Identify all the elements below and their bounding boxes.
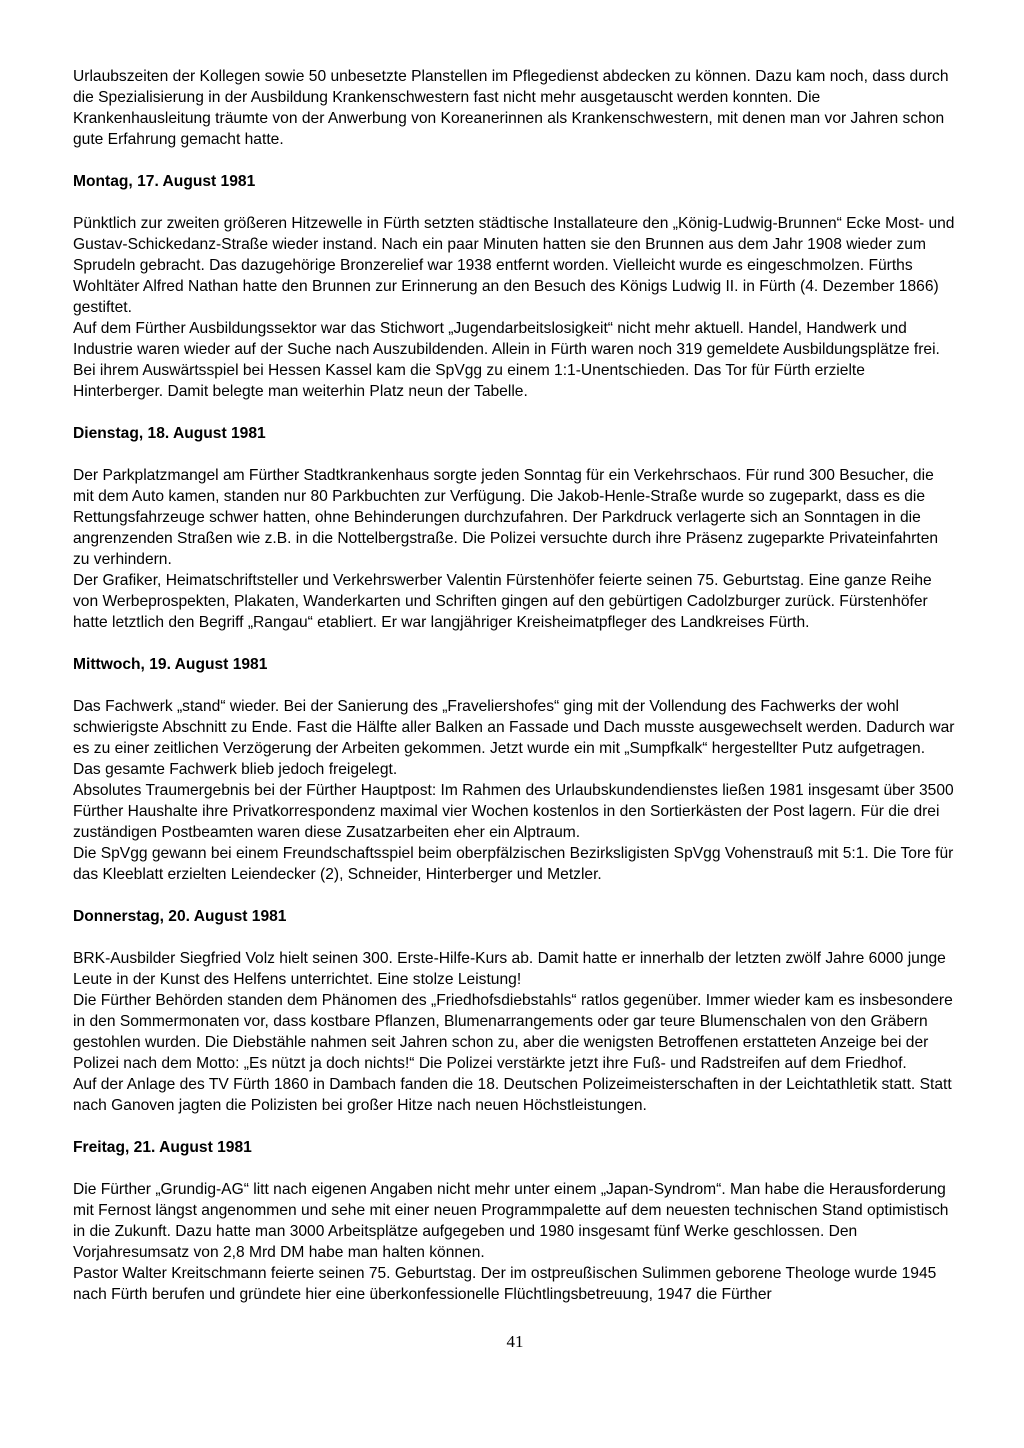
paragraph: Auf dem Fürther Ausbildungssektor war das Stichwort „Jugendarbeitslosigkeit“ nicht mehr aktuell. Handel, Handwerk und Industrie waren wieder auf der Suche nach Auszubildenden. Allein in Fürth waren noch 319 gemeldete Ausbildungsplätze frei. [73,320,940,358]
page-number: 41 [506,1332,524,1351]
paragraph: BRK-Ausbilder Siegfried Volz hielt seinen 300. Erste-Hilfe-Kurs ab. Damit hatte er innerhalb der letzten zwölf Jahre 6000 junge Leute in der Kunst des Helfens unterrichtet. Eine stolze Leistung! [73,950,946,988]
section-date-heading: Montag, 17. August 1981 [73,173,256,190]
paragraph: Das Fachwerk „stand“ wieder. Bei der Sanierung des „Fraveliershofes“ ging mit der Vollendung des Fachwerks der wohl schwierigste Abschnitt zu Ende. Fast die Hälfte aller Balken an Fassade und Dach musste ausgewechselt werden. Dadurch war es zu einer zeitlichen Verzögerung der Arbeiten gekommen. Jetzt wurde ein mit „Sumpfkalk“ hergestellter Putz aufgetragen. Das gesamte Fachwerk blieb jedoch freigelegt. [73,698,955,778]
section-date-heading: Donnerstag, 20. August 1981 [73,908,287,925]
paragraph: Auf der Anlage des TV Fürth 1860 in Dambach fanden die 18. Deutschen Polizeimeisterschaften in der Leichtathletik statt. Statt nach Ganoven jagten die Polizisten bei großer Hitze nach neuen Höchstleistungen. [73,1076,952,1114]
paragraph: Bei ihrem Auswärtsspiel bei Hessen Kassel kam die SpVgg zu einem 1:1-Unentschieden. Das Tor für Fürth erzielte Hinterberger. Damit belegte man weiterhin Platz neun der Tabelle. [73,362,865,400]
section-date-heading: Freitag, 21. August 1981 [73,1139,252,1156]
section-date-heading: Mittwoch, 19. August 1981 [73,656,268,673]
paragraph: Die Fürther Behörden standen dem Phänomen des „Friedhofsdiebstahls“ ratlos gegenüber. Immer wieder kam es insbesondere in den Sommermonaten vor, dass kostbare Pflanzen, Blumenarrangements oder gar teure Blumenschalen von den Gräbern gestohlen wurden. Die Diebstähle nahmen seit Jahren schon zu, aber die wenigsten Betroffenen erstatteten Anzeige bei der Polizei nach dem Motto: „Es nützt ja doch nichts!“ Die Polizei verstärkte jetzt ihre Fuß- und Radstreifen auf dem Friedhof. [73,992,953,1072]
document-content [73,66,957,1305]
paragraph: Die Fürther „Grundig-AG“ litt nach eigenen Angaben nicht mehr unter einem „Japan-Syndrom“. Man habe die Herausforderung mit Fernost längst angenommen und sehe mit einer neuen Programmpalette auf dem neuesten technischen Stand optimistisch in die Zukunft. Dazu hatte man 3000 Arbeitsplätze aufgegeben und 1980 insgesamt fünf Werke geschlossen. Den Vorjahresumsatz von 2,8 Mrd DM habe man halten können. [73,1181,949,1261]
date-section [73,1137,957,1305]
paragraph: Urlaubszeiten der Kollegen sowie 50 unbesetzte Planstellen im Pflegedienst abdecken zu können. Dazu kam noch, dass durch die Spezialisierung in der Ausbildung Krankenschwestern fast nicht mehr ausgetauscht werden konnten. Die Krankenhausleitung träumte von der Anwerbung von Koreanerinnen als Krankenschwestern, mit denen man vor Jahren schon gute Erfahrung gemacht hatte. [73,68,949,148]
date-section [73,906,957,1116]
paragraph: Der Parkplatzmangel am Fürther Stadtkrankenhaus sorgte jeden Sonntag für ein Verkehrschaos. Für rund 300 Besucher, die mit dem Auto kamen, standen nur 80 Parkbuchten zur Verfügung. Die Jakob-Henle-Straße wurde so zugeparkt, dass es die Rettungsfahrzeuge schwer hatten, ohne Behinderungen durchzufahren. Der Parkdruck verlagerte sich an Sonntagen in die angrenzenden Straßen wie z.B. in die Nottelbergstraße. Die Polizei versuchte durch ihre Präsenz zugeparkte Privateinfahrten zu verhindern. [73,467,939,568]
date-section [73,423,957,633]
section-date-heading: Dienstag, 18. August 1981 [73,425,266,442]
paragraph: Pastor Walter Kreitschmann feierte seinen 75. Geburtstag. Der im ostpreußischen Sulimmen geborene Theologe wurde 1945 nach Fürth berufen und gründete hier eine überkonfessionelle Flüchtlingsbetreuung, 1947 die Fürther [73,1265,937,1303]
paragraph: Die SpVgg gewann bei einem Freundschaftsspiel beim oberpfälzischen Bezirksligisten SpVgg Vohenstrauß mit 5:1. Die Tore für das Kleeblatt erzielten Leiendecker (2), Schneider, Hinterberger und Metzler. [73,845,954,883]
paragraph: Der Grafiker, Heimatschriftsteller und Verkehrswerber Valentin Fürstenhöfer feierte seinen 75. Geburtstag. Eine ganze Reihe von Werbeprospekten, Plakaten, Wanderkarten und Schriften gingen auf den gebürtigen Cadolzburger zurück. Fürstenhöfer hatte letztlich den Begriff „Rangau“ etabliert. Er war langjähriger Kreisheimatpfleger des Landkreises Fürth. [73,572,932,631]
date-section [73,66,957,150]
page-footer [73,1331,957,1353]
date-section [73,171,957,402]
paragraph: Pünktlich zur zweiten größeren Hitzewelle in Fürth setzten städtische Installateure den „König-Ludwig-Brunnen“ Ecke Most- und Gustav-Schickedanz-Straße wieder instand. Nach ein paar Minuten hatten sie den Brunnen aus dem Jahr 1908 wieder zum Sprudeln gebracht. Das dazugehörige Bronzerelief war 1938 entfernt worden. Vielleicht wurde es eingeschmolzen. Fürths Wohltäter Alfred Nathan hatte den Brunnen zur Erinnerung an den Besuch des Königs Ludwig II. in Fürth (4. Dezember 1866) gestiftet. [73,215,955,316]
date-section [73,654,957,885]
paragraph: Absolutes Traumergebnis bei der Fürther Hauptpost: Im Rahmen des Urlaubskundendienstes ließen 1981 insgesamt über 3500 Fürther Haushalte ihre Privatkorrespondenz maximal vier Wochen kostenlos in den Sortierkästen der Post lagern. Für die drei zuständigen Postbeamten waren diese Zusatzarbeiten eher ein Alptraum. [73,782,954,841]
